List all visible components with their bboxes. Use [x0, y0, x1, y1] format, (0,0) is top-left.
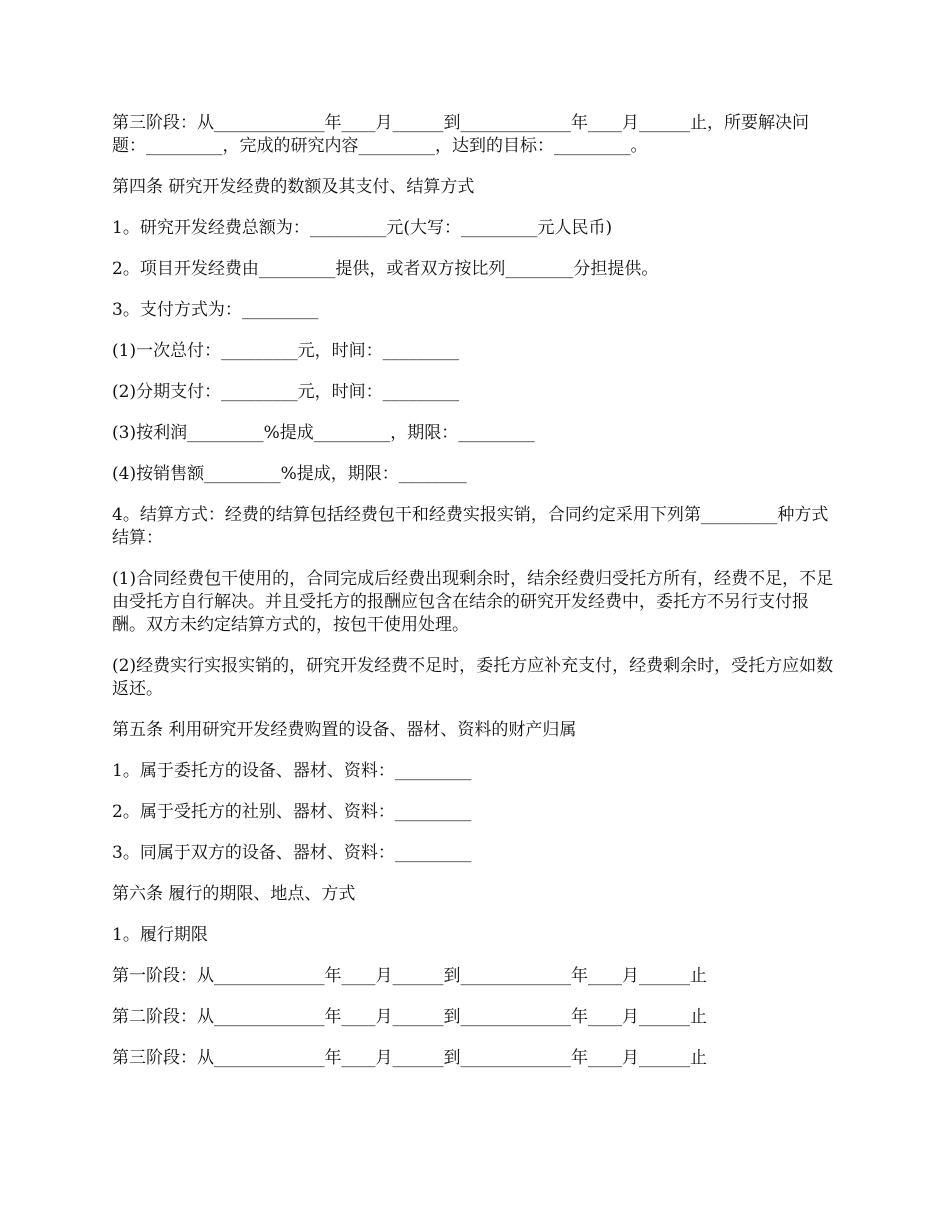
client-property-item: 1。属于委托方的设备、器材、资料：_________ [112, 761, 472, 781]
stage-two-period: 第二阶段：从_____________年____月______到_____________年____月______止 [112, 1007, 707, 1027]
lump-sum-payment-item: (1)一次总付：_________元，时间：_________ [112, 341, 460, 361]
stage-three-clause: 第三阶段：从_____________年____月______到_____________年____月______止，所要解决问题：_________，完成的研究内容_________，达到的目标：_________。 [112, 113, 809, 156]
settlement-method-clause: 4。结算方式：经费的结算包括经费包干和经费实报实销，合同约定采用下列第_________种方式结算： [112, 505, 829, 548]
stage-one-period: 第一阶段：从_____________年____月______到_____________年____月______止 [112, 966, 707, 986]
article-six-heading: 第六条 履行的期限、地点、方式 [112, 884, 356, 904]
lump-sum-settlement-item: (1)合同经费包干使用的，合同完成后经费出现剩余时，结余经费归受托方所有，经费不足，不足由受托方自行解决。并且受托方的报酬应包含在结余的研究开发经费中，委托方不另行支付报酬。双方未约定结算方式的，按包干使用处理。 [112, 569, 834, 635]
actual-cost-settlement-item: (2)经费实行实报实销的，研究开发经费不足时，委托方应补充支付，经费剩余时，受托方应如数返还。 [112, 656, 834, 699]
joint-property-item: 3。同属于双方的设备、器材、资料：_________ [112, 843, 472, 863]
installment-payment-item: (2)分期支付：_________元，时间：_________ [112, 382, 460, 402]
performance-period-heading: 1。履行期限 [112, 925, 208, 945]
payment-method-clause: 3。支付方式为：_________ [112, 300, 319, 320]
document-page [112, 112, 842, 1088]
profit-share-item: (3)按利润_________%提成_________，期限：_________ [112, 423, 535, 443]
funding-provider-clause: 2。项目开发经费由_________提供，或者双方按比列________分担提供。 [112, 259, 659, 279]
contractor-property-item: 2。属于受托方的社别、器材、资料：_________ [112, 802, 472, 822]
article-five-heading: 第五条 利用研究开发经费购置的设备、器材、资料的财产归属 [112, 720, 577, 740]
stage-three-period: 第三阶段：从_____________年____月______到_____________年____月______止 [112, 1048, 707, 1068]
article-four-heading: 第四条 研究开发经费的数额及其支付、结算方式 [112, 177, 475, 197]
total-funding-clause: 1。研究开发经费总额为：_________元(大写：_________元人民币) [112, 218, 613, 238]
sales-share-item: (4)按销售额_________%提成，期限：________ [112, 464, 467, 484]
